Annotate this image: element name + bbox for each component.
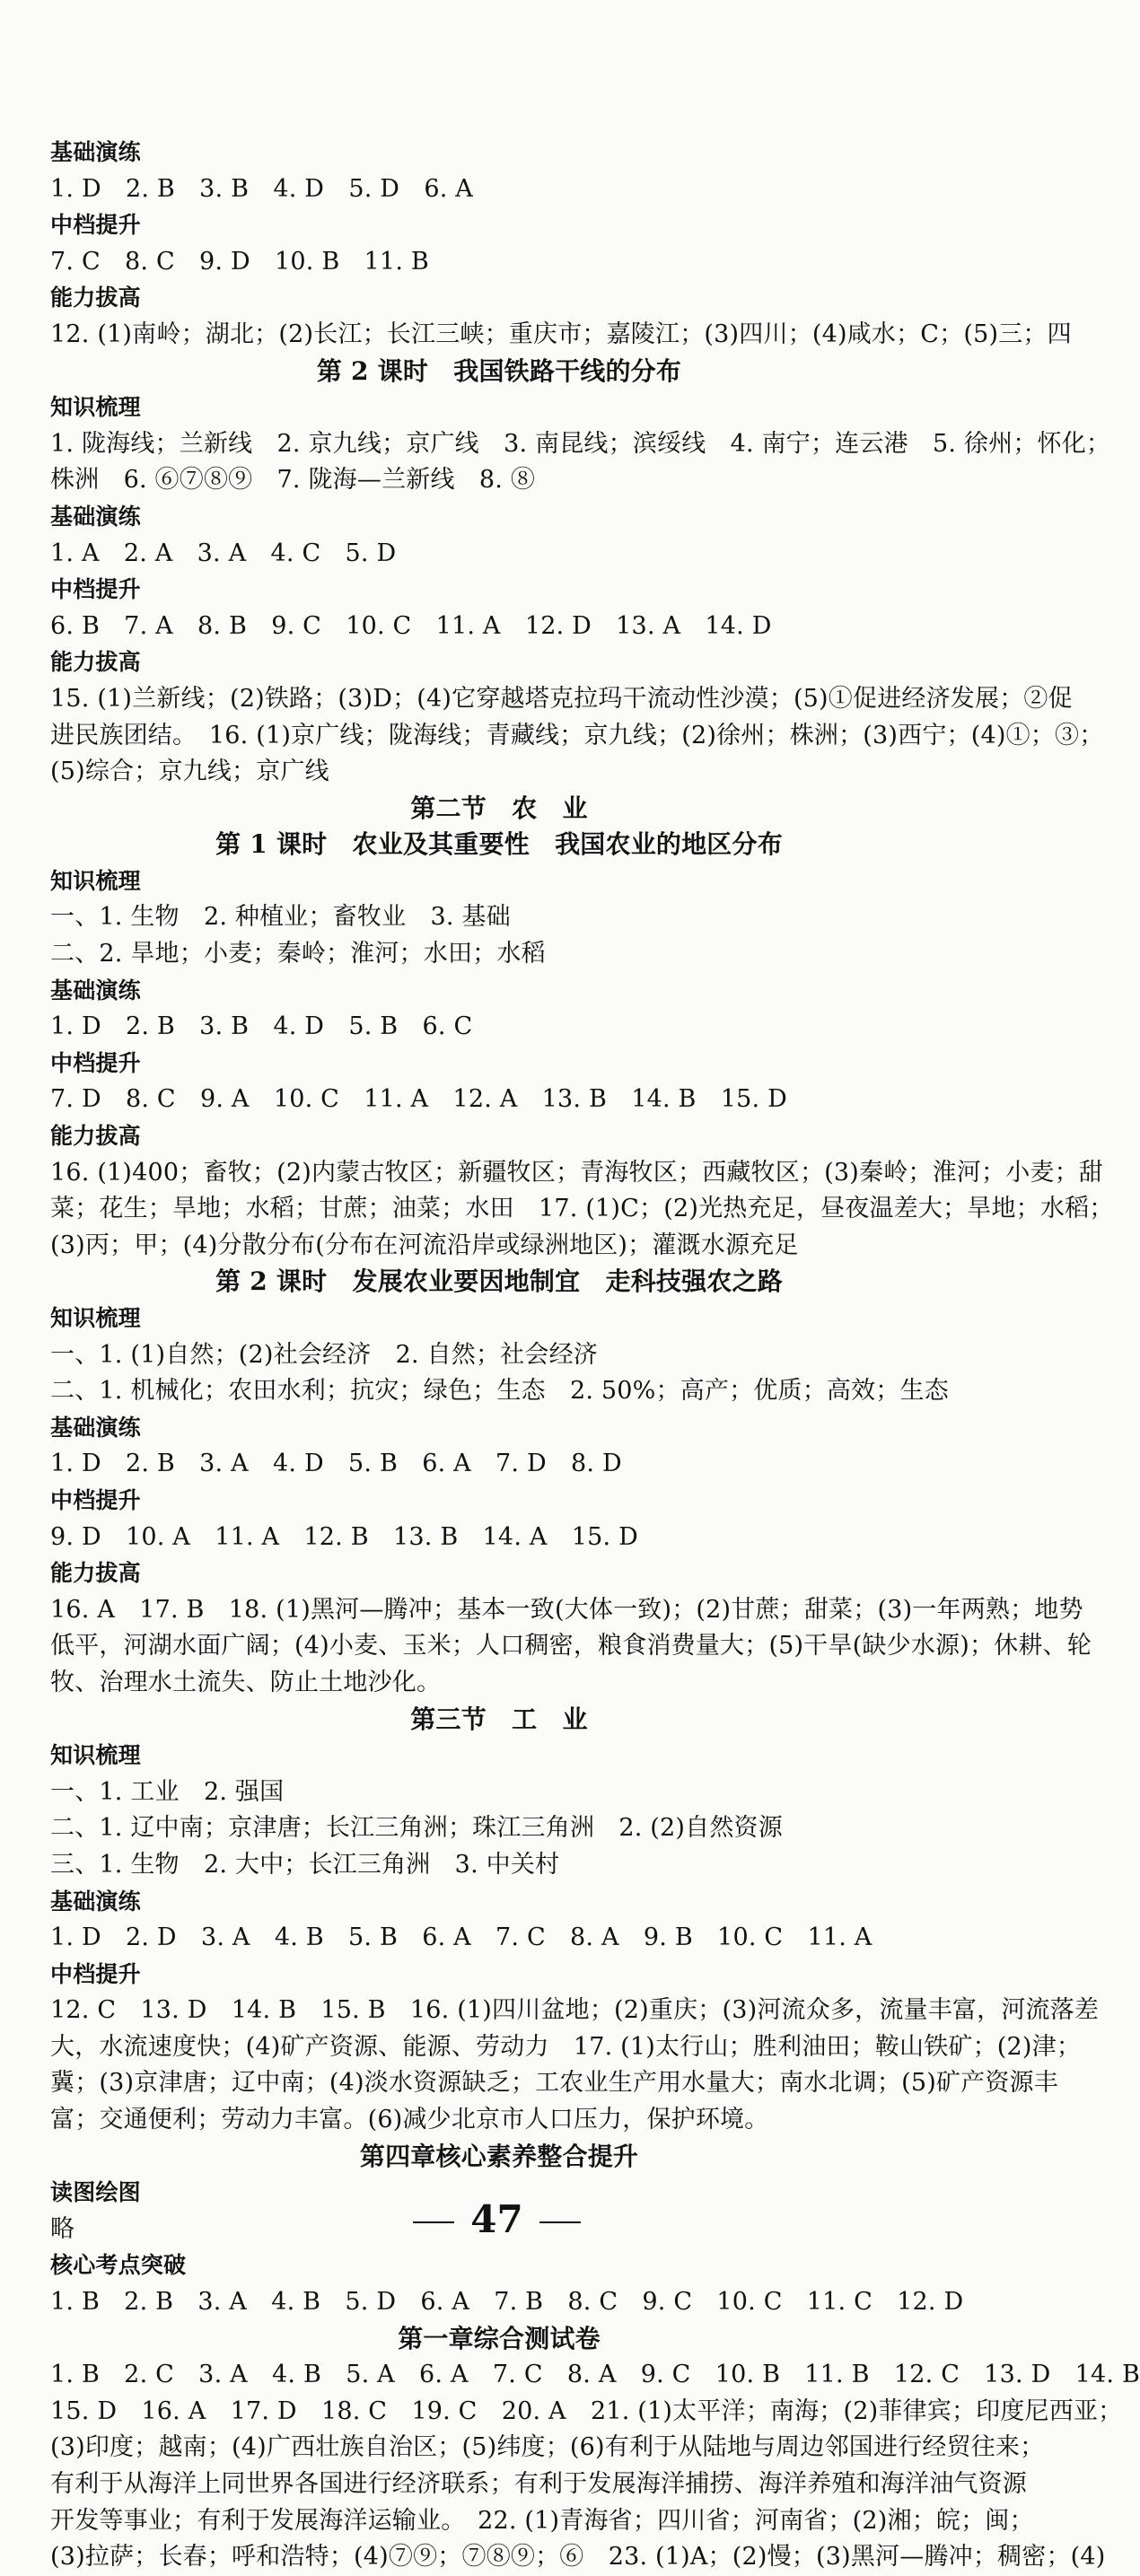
section-heading: 能力拔高 (50, 1123, 141, 1150)
answer-line: 二、1. 机械化；农田水利；抗灾；绿色；生态 2. 50%；高产；优质；高效；生态 (50, 1377, 949, 1406)
answer-line: 1. B 2. C 3. A 4. B 5. A 6. A 7. C 8. A 9. C 10. B 11. B 12. C 13. D 14. B (50, 2361, 1140, 2389)
lesson-title: 第一章综合测试卷 (398, 2323, 601, 2353)
section-heading: 知识梳理 (50, 1305, 141, 1331)
answer-line: (3)印度；越南；(4)广西壮族自治区；(5)纬度；(6)有利于从陆地与周边邻国进行经贸往来； (50, 2433, 1045, 2462)
answer-line: 低平，河湖水面广阔；(4)小麦、玉米；人口稠密，粮食消费量大；(5)干旱(缺少水源)；休耕、轮 (50, 1632, 1092, 1660)
section-heading: 知识梳理 (50, 394, 141, 421)
section-heading: 读图绘图 (50, 2179, 141, 2206)
answer-line: 15. (1)兰新线；(2)铁路；(3)D；(4)它穿越塔克拉玛干流动性沙漠；(5)①促进经济发展；②促 (50, 684, 1073, 713)
section-heading: 中档提升 (50, 1960, 141, 1987)
page-footer (0, 2197, 994, 2241)
answer-line: 株洲 6. ⑥⑦⑧⑨ 7. 陇海—兰新线 8. ⑧ (50, 466, 536, 495)
answer-line: 牧、治理水土流失、防止土地沙化。 (50, 1668, 442, 1696)
answer-line: 1. D 2. B 3. B 4. D 5. B 6. C (50, 1012, 473, 1041)
answer-line: 16. A 17. B 18. (1)黑河—腾冲；基本一致(大体一致)；(2)甘蔗；甜菜；(3)一年两熟；地势 (50, 1595, 1083, 1624)
answer-line: (5)综合；京九线；京广线 (50, 758, 329, 786)
section-heading: 中档提升 (50, 212, 141, 239)
section-heading: 基础演练 (50, 139, 141, 165)
section-heading: 能力拔高 (50, 649, 141, 676)
answer-line: 一、1. (1)自然；(2)社会经济 2. 自然；社会经济 (50, 1340, 598, 1369)
lesson-title: 第 2 课时 我国铁路干线的分布 (316, 355, 682, 386)
section-heading: 知识梳理 (50, 1742, 141, 1769)
answer-line: 15. D 16. A 17. D 18. C 19. C 20. A 21. (1)太平洋；南海；(2)菲律宾；印度尼西亚； (50, 2396, 1123, 2425)
answer-line: 冀；(3)京津唐；辽中南；(4)淡水资源缺乏；工农业生产用水量大；南水北调；(5)矿产资源丰 (50, 2069, 1058, 2098)
lesson-title: 第三节 工 业 (410, 1704, 588, 1734)
answer-line: (3)丙；甲；(4)分散分布(分布在河流沿岸或绿洲地区)；灌溉水源充足 (50, 1231, 799, 1259)
lesson-title: 第 1 课时 农业及其重要性 我国农业的地区分布 (215, 829, 783, 860)
answer-line: 1. B 2. B 3. A 4. B 5. D 6. A 7. B 8. C 9. C 10. C 11. C 12. D (50, 2288, 964, 2317)
lesson-title: 第二节 农 业 (410, 793, 588, 823)
answer-line: 进民族团结。 16. (1)京广线；陇海线；青藏线；京九线；(2)徐州；株洲；(3)西宁；(4)①；③； (50, 721, 1104, 749)
answer-line: 1. A 2. A 3. A 4. C 5. D (50, 539, 397, 567)
section-heading: 基础演练 (50, 503, 141, 530)
answer-line: 有利于从海洋上同世界各国进行经济联系；有利于发展海洋捕捞、海洋养殖和海洋油气资源 (50, 2470, 1027, 2498)
lesson-title: 第四章核心素养整合提升 (359, 2141, 639, 2171)
answer-line: 三、1. 生物 2. 大中；长江三角洲 3. 中关村 (50, 1850, 560, 1879)
lesson-title: 第 2 课时 发展农业要因地制宜 走科技强农之路 (215, 1266, 783, 1297)
section-heading: 知识梳理 (50, 867, 141, 894)
answer-line: 开发等事业；有利于发展海洋运输业。 22. (1)青海省；四川省；河南省；(2)湘；皖；闽； (50, 2506, 1034, 2535)
section-heading: 基础演练 (50, 1888, 141, 1914)
answer-line: 12. (1)南岭；湖北；(2)长江；长江三峡；重庆市；嘉陵江；(3)四川；(4)咸水；C；(5)三；四 (50, 320, 1072, 348)
answer-line: 富；交通便利；劳动力丰富。(6)减少北京市人口压力，保护环境。 (50, 2106, 769, 2134)
section-heading: 能力拔高 (50, 285, 141, 311)
answer-line: 12. C 13. D 14. B 15. B 16. (1)四川盆地；(2)重庆；(3)河流众多，流量丰富，河流落差 (50, 1996, 1100, 2025)
answer-line: 1. D 2. B 3. A 4. D 5. B 6. A 7. D 8. D (50, 1450, 622, 1478)
section-heading: 基础演练 (50, 977, 141, 1003)
answer-line: 二、1. 辽中南；京津唐；长江三角洲；珠江三角洲 2. (2)自然资源 (50, 1814, 783, 1843)
answer-line: 6. B 7. A 8. B 9. C 10. C 11. A 12. D 13. A 14. D (50, 611, 772, 640)
section-heading: 能力拔高 (50, 1560, 141, 1587)
answer-line: 1. 陇海线；兰新线 2. 京九线；京广线 3. 南昆线；滨绥线 4. 南宁；连云港 5. 徐州；怀化； (50, 429, 1111, 458)
answer-line: 菜；花生；旱地；水稻；甘蔗；油菜；水田 17. (1)C；(2)光热充足，昼夜温差大；旱地；水稻； (50, 1195, 1114, 1223)
answer-line: (3)拉萨；长春；呼和浩特；(4)⑦⑨；⑦⑧⑨；⑥ 23. (1)A；(2)慢；(3)黑河—腾冲；稠密；(4) (50, 2543, 1106, 2572)
footer-dash-left (413, 2221, 454, 2223)
section-heading: 基础演练 (50, 1414, 141, 1441)
answer-line: 7. C 8. C 9. D 10. B 11. B (50, 247, 429, 276)
answer-line: 9. D 10. A 11. A 12. B 13. B 14. A 15. D (50, 1522, 638, 1551)
section-heading: 中档提升 (50, 576, 141, 603)
section-heading: 中档提升 (50, 1049, 141, 1076)
answer-line: 一、1. 工业 2. 强国 (50, 1777, 285, 1806)
section-heading: 中档提升 (50, 1486, 141, 1513)
section-heading: 核心考点突破 (50, 2252, 187, 2279)
answer-line: 二、2. 旱地；小麦；秦岭；淮河；水田；水稻 (50, 940, 546, 968)
answer-line: 略 (50, 2214, 75, 2243)
answer-line: 16. (1)400；畜牧；(2)内蒙古牧区；新疆牧区；青海牧区；西藏牧区；(3)秦岭；淮河；小麦；甜 (50, 1158, 1103, 1187)
answer-line: 1. D 2. B 3. B 4. D 5. D 6. A (50, 174, 473, 203)
answer-line: 7. D 8. C 9. A 10. C 11. A 12. A 13. B 14. B 15. D (50, 1085, 787, 1114)
answer-line: 大，水流速度快；(4)矿产资源、能源、劳动力 17. (1)太行山；胜利油田；鞍山铁矿；(2)津； (50, 2032, 1082, 2061)
answer-line: 1. D 2. D 3. A 4. B 5. B 6. A 7. C 8. A 9. B 10. C 11. A (50, 1923, 873, 1952)
page-number: 47 (470, 2197, 523, 2241)
answer-line: 一、1. 生物 2. 种植业；畜牧业 3. 基础 (50, 903, 511, 932)
footer-dash-right (539, 2221, 581, 2223)
